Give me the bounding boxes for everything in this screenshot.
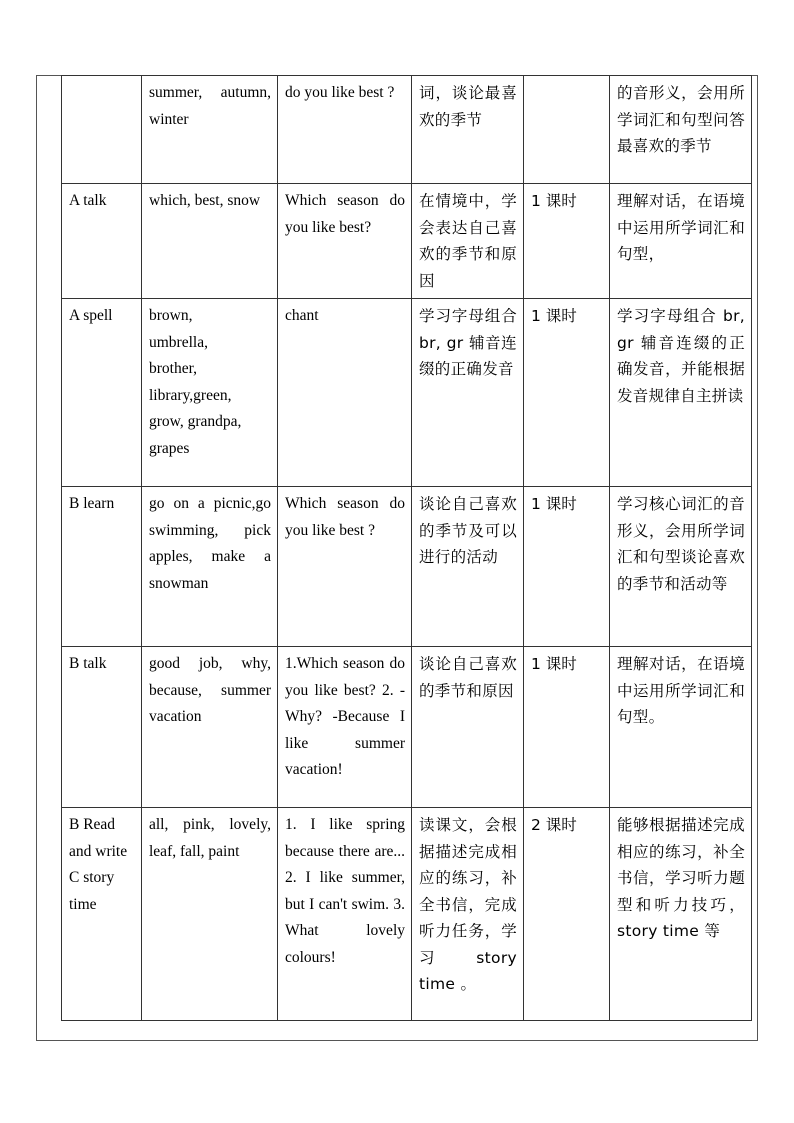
hours-cell: 1 课时 — [524, 647, 610, 808]
table-row — [62, 299, 752, 487]
sentence-pattern-cell: 1.Which season do you like best? 2. -Why? -Because I like summer vacation! — [278, 647, 412, 808]
lesson-cell — [62, 76, 142, 184]
goal-cell: 谈论自己喜欢的季节及可以进行的活动 — [412, 487, 524, 647]
table-row — [62, 76, 752, 184]
sentence-pattern-cell: 1. I like spring because there are... 2. I like summer, but I can't swim. 3. What lovely colours! — [278, 808, 412, 1021]
hours-cell: 1 课时 — [524, 184, 610, 299]
vocabulary-cell — [142, 299, 278, 487]
goal-cell: 谈论自己喜欢的季节和原因 — [412, 647, 524, 808]
lesson-cell: A spell — [62, 299, 142, 487]
lesson-cell: B learn — [62, 487, 142, 647]
sentence-pattern-cell: Which season do you like best? — [278, 184, 412, 299]
objective-cell: 学习核心词汇的音形义，会用所学词汇和句型谈论喜欢的季节和活动等 — [610, 487, 752, 647]
lesson-cell: B talk — [62, 647, 142, 808]
goal-cell: 读课文，会根据描述完成相应的练习，补全书信，完成听力任务，学习 story time 。 — [412, 808, 524, 1021]
lesson-cell: A talk — [62, 184, 142, 299]
table-row — [62, 487, 752, 647]
hours-cell: 2 课时 — [524, 808, 610, 1021]
objective-cell: 理解对话，在语境中运用所学词汇和句型， — [610, 184, 752, 299]
sentence-pattern-cell: Which season do you like best ? — [278, 487, 412, 647]
objective-cell: 的音形义，会用所学词汇和句型问答最喜欢的季节 — [610, 76, 752, 184]
goal-cell: 词，谈论最喜欢的季节 — [412, 76, 524, 184]
vocabulary-cell: all, pink, lovely, leaf, fall, paint — [142, 808, 278, 1021]
table-row — [62, 808, 752, 1021]
hours-cell: 1 课时 — [524, 299, 610, 487]
vocabulary-cell: good job, why, because, summer vacation — [142, 647, 278, 808]
sentence-pattern-cell: chant — [278, 299, 412, 487]
vocabulary-cell: which, best, snow — [142, 184, 278, 299]
vocabulary-cell: go on a picnic,go swimming, pick apples, make a snowman — [142, 487, 278, 647]
objective-cell: 学习字母组合 br, gr 辅音连缀的正确发音，并能根据发音规律自主拼读 — [610, 299, 752, 487]
lesson-cell: B Read and write C story time — [62, 808, 142, 1021]
goal-cell: 在情境中，学会表达自己喜欢的季节和原因 — [412, 184, 524, 299]
objective-cell: 理解对话，在语境中运用所学词汇和句型。 — [610, 647, 752, 808]
lesson-plan-table — [61, 75, 752, 1021]
objective-cell: 能够根据描述完成相应的练习，补全书信，学习听力题型和听力技巧，story time 等 — [610, 808, 752, 1021]
sentence-pattern-cell: do you like best ? — [278, 76, 412, 184]
goal-cell: 学习字母组合 br, gr 辅音连缀的正确发音 — [412, 299, 524, 487]
table-row — [62, 184, 752, 299]
vocabulary-text: brown, umbrella, brother, library,green, grow, grandpa, grapes — [149, 307, 242, 457]
hours-cell: 1 课时 — [524, 487, 610, 647]
vocabulary-cell: summer, autumn, winter — [142, 76, 278, 184]
hours-cell — [524, 76, 610, 184]
table-row — [62, 647, 752, 808]
